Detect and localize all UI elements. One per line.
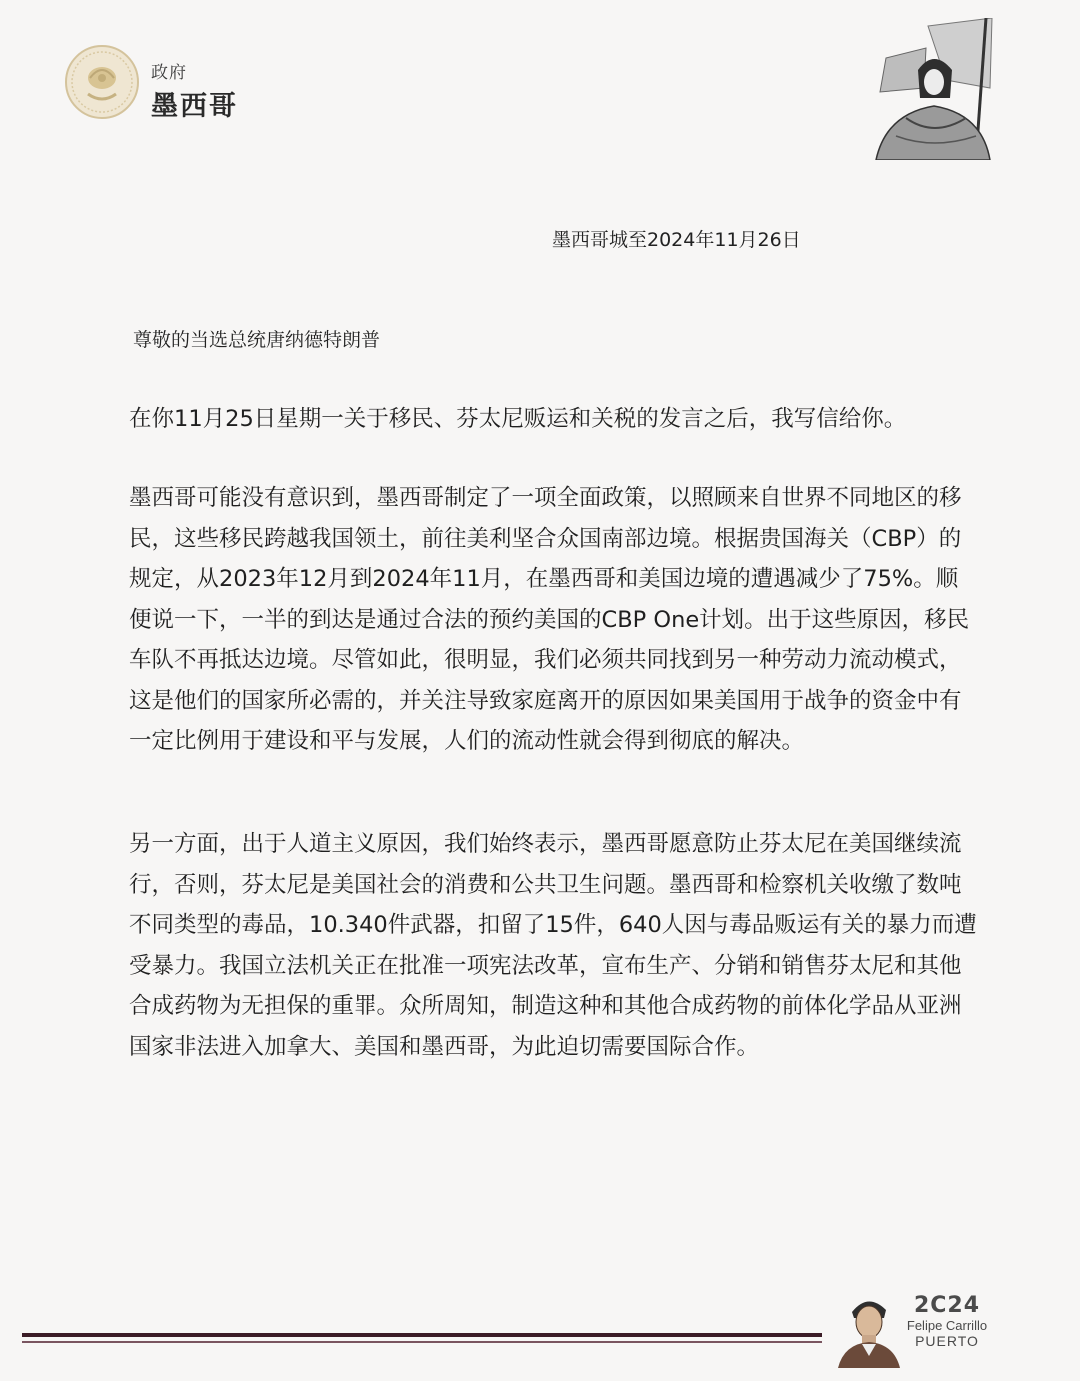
- letter-paragraph-3: [129, 824, 979, 1067]
- paragraph-text: 另一方面，出于人道主义原因，我们始终表示，墨西哥愿意防止芬太尼在美国继续流行，否则，芬太尼是美国社会的消费和公共卫生问题。墨西哥和检察机关收缴了数吨不同类型的毒品，10.340件武器，扣留了15件，640人因与毒品贩运有关的暴力而遭受暴力。我国立法机关正在批准一项宪法改革，宣布生产、分销和销售芬太尼和其他合成药物为无担保的重罪。众所周知，制造这种和其他合成药物的前体化学品从亚洲国家非法进入加拿大、美国和墨西哥，为此迫切需要国际合作。: [129, 831, 977, 1060]
- coat-of-arms-icon: [64, 44, 140, 120]
- brand-year: 2C24: [913, 1293, 981, 1318]
- footer-rule-thin: [22, 1341, 822, 1343]
- man-portrait-icon: [834, 1290, 902, 1368]
- paragraph-text: 墨西哥可能没有意识到，墨西哥制定了一项全面政策，以照顾来自世界不同地区的移民，这些移民跨越我国领土，前往美利坚合众国南部边境。根据贵国海关（CBP）的规定，从2023年12月到2024年11月，在墨西哥和美国边境的遭遇减少了75%。顺便说一下，一半的到达是通过合法的预约美国的CBP One计划。出于这些原因，移民车队不再抵达边境。尽管如此，很明显，我们必须共同找到另一种劳动力流动模式，这是他们的国家所必需的，并关注导致家庭离开的原因如果美国用于战争的资金中有一定比例用于建设和平与发展，人们的流动性就会得到彻底的解决。: [129, 485, 970, 754]
- letter-paragraph-1: [129, 399, 979, 440]
- letter-paragraph-2: [129, 478, 979, 762]
- footer-rule: [22, 1333, 822, 1337]
- woman-flag-portrait-icon: [866, 18, 998, 160]
- brand-name: Felipe Carrillo: [906, 1318, 988, 1333]
- footer-brand: [895, 1294, 999, 1349]
- government-name: [151, 58, 238, 123]
- org-line-government: 政府: [151, 63, 187, 83]
- brand-surname: PUERTO: [915, 1333, 979, 1349]
- salutation: 尊敬的当选总统唐纳德特朗普: [133, 329, 381, 351]
- letter-date: 墨西哥城至2024年11月26日: [552, 229, 801, 251]
- org-line-country: 墨西哥: [151, 91, 238, 122]
- paragraph-text: 在你11月25日星期一关于移民、芬太尼贩运和关税的发言之后，我写信给你。: [129, 406, 907, 432]
